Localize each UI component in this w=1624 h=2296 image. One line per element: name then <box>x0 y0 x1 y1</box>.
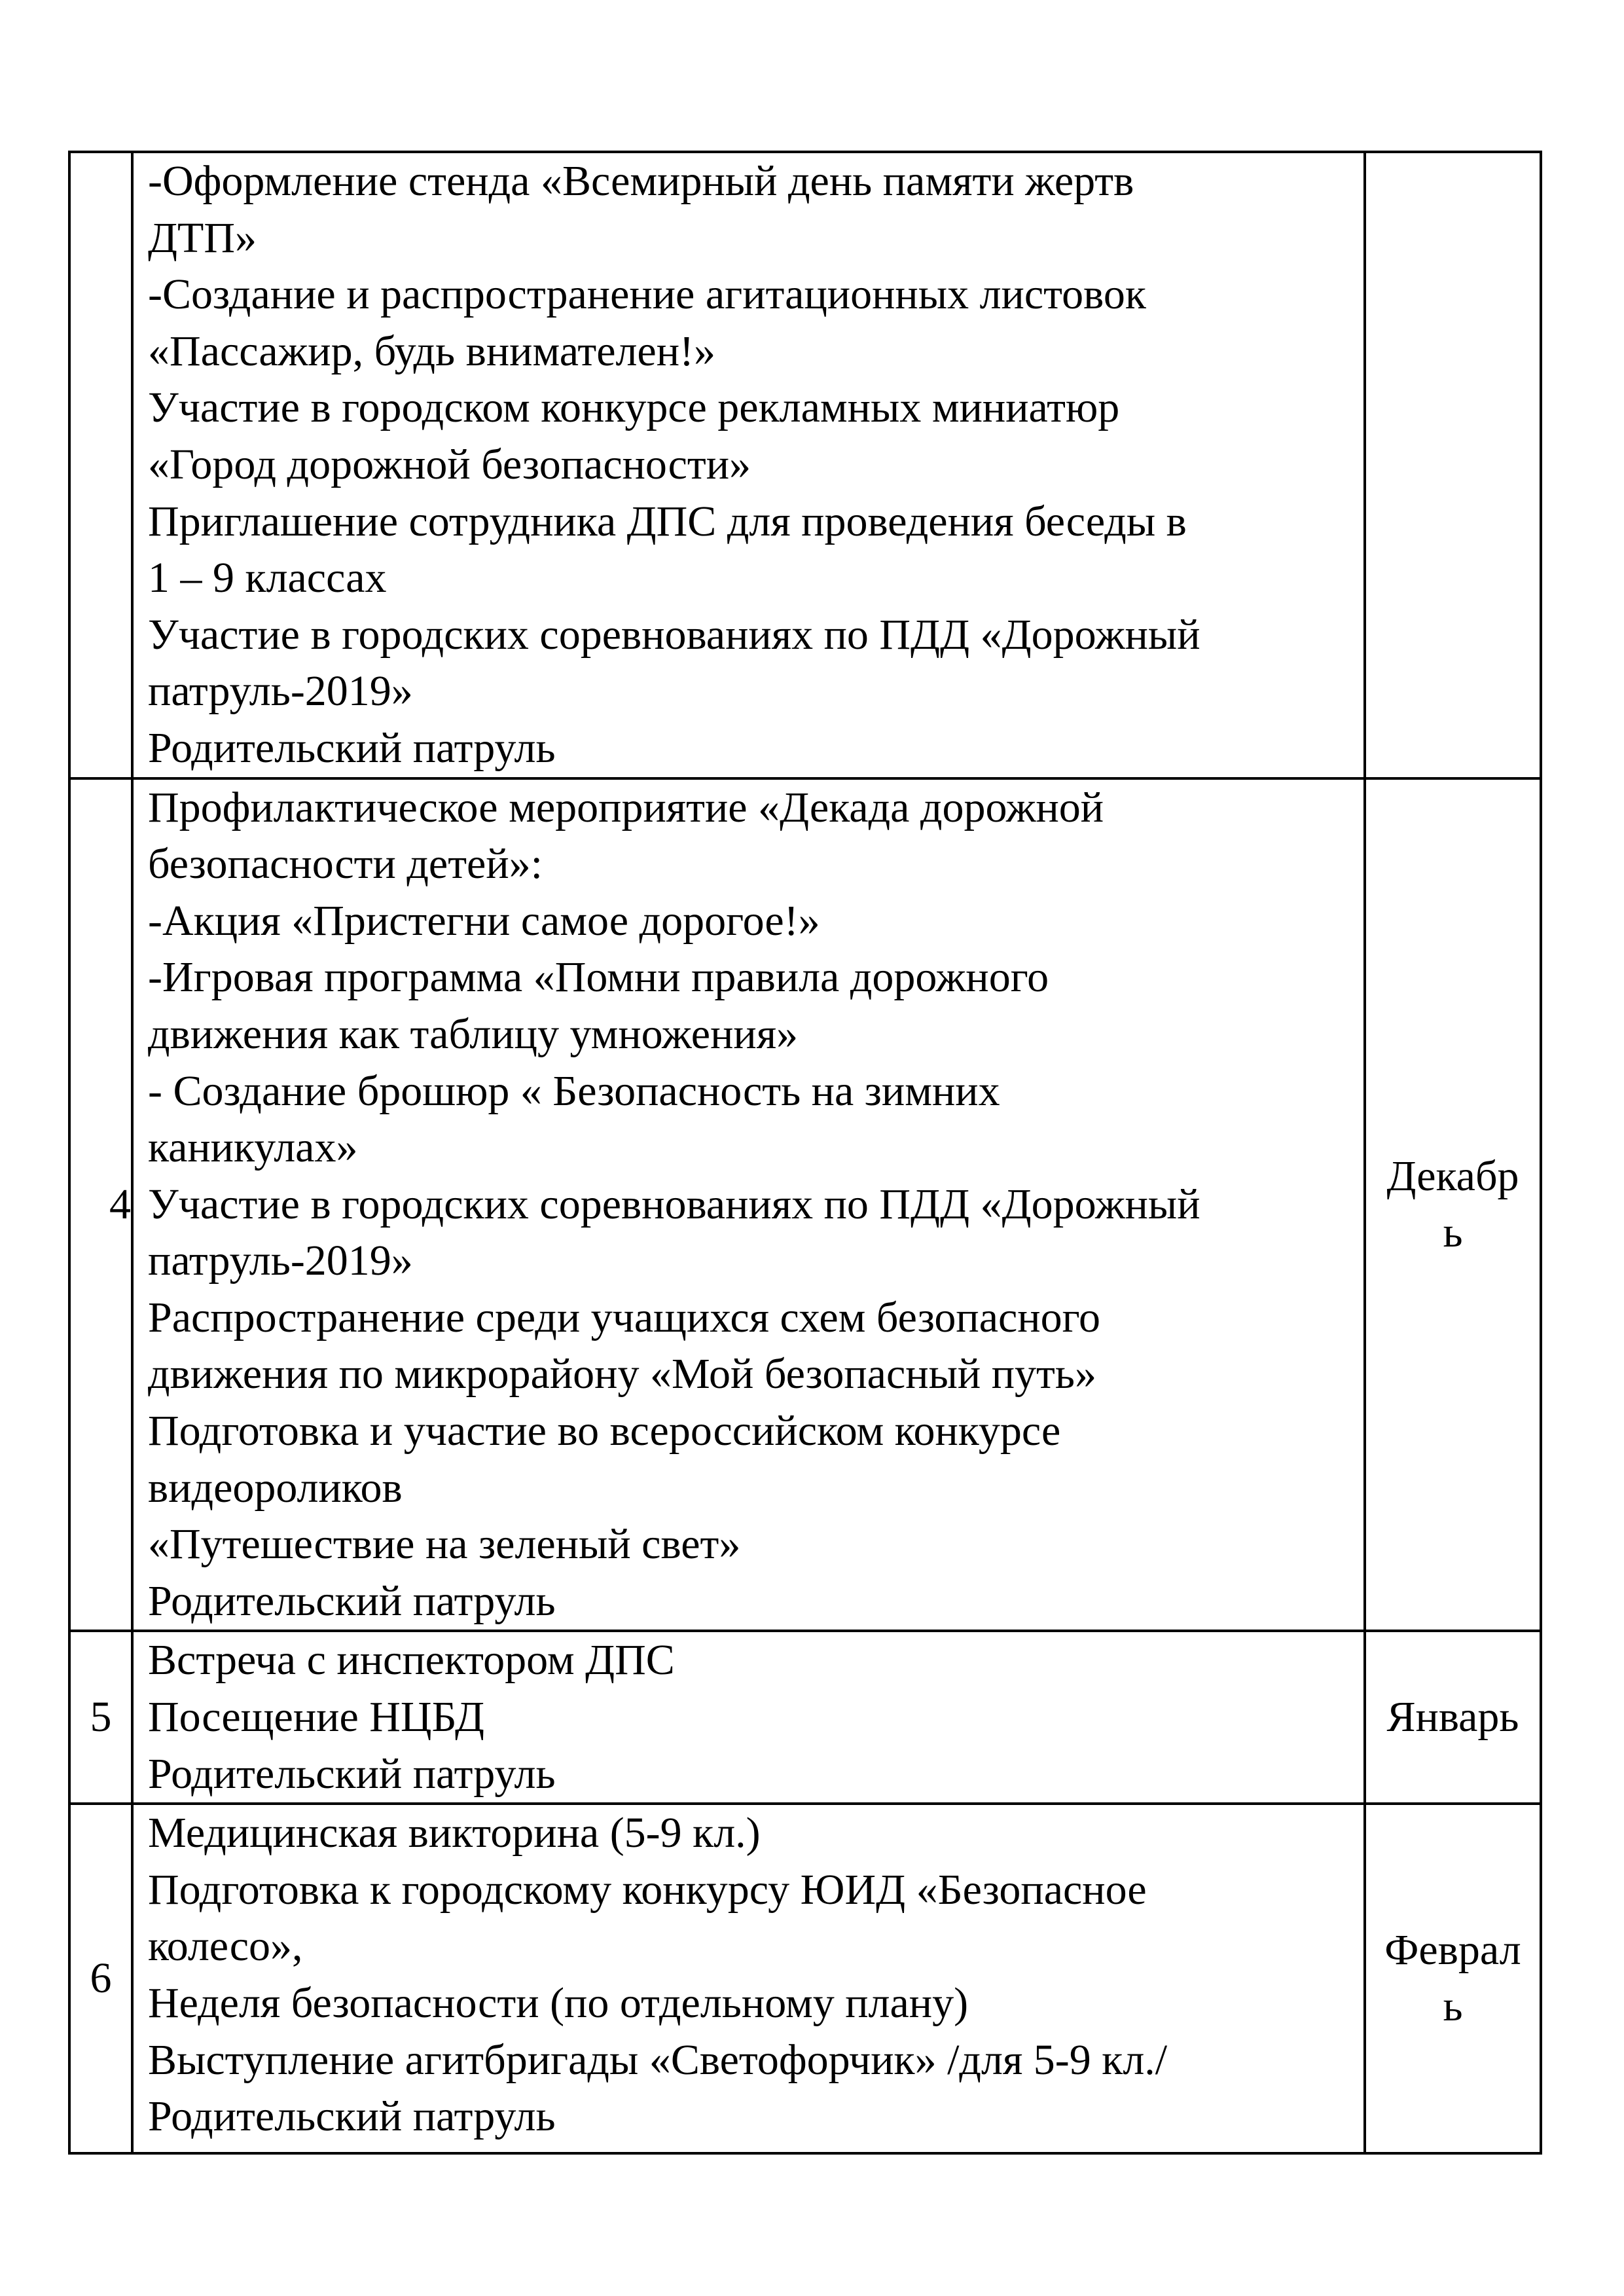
month-text: Январь <box>1386 1693 1519 1741</box>
table-row <box>69 1631 1541 1804</box>
row-number-cell: 4 <box>69 778 132 1631</box>
table-row <box>69 152 1541 778</box>
activity-line: Выступление агитбригады «Светофорчик» /для 5-9 кл./ <box>148 2035 1168 2084</box>
month-text: ь <box>1443 1982 1463 2031</box>
row-number-cell: 6 <box>69 1804 132 2153</box>
table-row <box>69 778 1541 1631</box>
row-month-cell <box>1365 1804 1541 2153</box>
activity-line: каникулах» <box>148 1123 358 1172</box>
activity-line: -Акция «Пристегни самое дорогое!» <box>148 896 820 945</box>
row-month-cell <box>1365 1631 1541 1804</box>
activity-line: «Путешествие на зеленый свет» <box>148 1520 741 1569</box>
activity-line: безопасности детей»: <box>148 840 543 888</box>
activity-line: Встреча с инспектором ДПС <box>148 1636 675 1685</box>
activity-line: движения по микрорайону «Мой безопасный путь» <box>148 1350 1097 1398</box>
activity-line: Родительский патруль <box>148 2092 556 2141</box>
activity-line: - Создание брошюр « Безопасность на зимних <box>148 1066 1000 1115</box>
row-activities-cell <box>132 1631 1365 1804</box>
activities-table <box>68 151 1542 2155</box>
activity-line: движения как таблицу умножения» <box>148 1010 799 1058</box>
row-number-cell: 5 <box>69 1631 132 1804</box>
activity-line: Участие в городских соревнованиях по ПДД «Дорожный <box>148 1180 1200 1228</box>
activity-line: -Игровая программа «Помни правила дорожного <box>148 953 1049 1002</box>
activity-line: Распространение среди учащихся схем безопасного <box>148 1293 1101 1341</box>
activity-line: колесо», <box>148 1922 303 1971</box>
row-activities-cell <box>132 152 1365 778</box>
activity-line: Родительский патруль <box>148 1749 556 1798</box>
activity-line: Неделя безопасности (по отдельному плану) <box>148 1979 969 2027</box>
activity-line: Медицинская викторина (5-9 кл.) <box>148 1809 761 1857</box>
row-number-cell <box>69 152 132 778</box>
activity-line: Подготовка к городскому конкурсу ЮИД «Безопасное <box>148 1865 1147 1914</box>
activity-line: «Город дорожной безопасности» <box>148 440 751 488</box>
table-row <box>69 1804 1541 2153</box>
activity-line: ДТП» <box>148 213 257 262</box>
activity-line: 1 – 9 классах <box>148 554 387 602</box>
activity-line: Профилактическое мероприятие «Декада дорожной <box>148 783 1104 831</box>
month-text: ь <box>1443 1208 1463 1256</box>
activity-line: -Создание и распространение агитационных листовок <box>148 270 1146 319</box>
activity-line: Подготовка и участие во всероссийском конкурсе <box>148 1407 1061 1455</box>
activity-line: видеороликов <box>148 1463 403 1512</box>
row-month-cell <box>1365 778 1541 1631</box>
activity-line: Посещение НЦБД <box>148 1693 484 1741</box>
month-text: Декабр <box>1386 1152 1519 1200</box>
activity-line: «Пассажир, будь внимателен!» <box>148 327 716 375</box>
activity-line: Родительский патруль <box>148 723 556 772</box>
activity-line: Родительский патруль <box>148 1576 556 1625</box>
row-month-cell <box>1365 152 1541 778</box>
month-text: Феврал <box>1384 1926 1521 1975</box>
activity-line: -Оформление стенда «Всемирный день памяти жертв <box>148 157 1134 205</box>
row-activities-cell <box>132 778 1365 1631</box>
row-activities-cell <box>132 1804 1365 2153</box>
activity-line: патруль-2019» <box>148 1237 413 1285</box>
activity-line: патруль-2019» <box>148 667 413 716</box>
activity-line: Участие в городских соревнованиях по ПДД «Дорожный <box>148 610 1200 659</box>
activity-line: Приглашение сотрудника ДПС для проведения беседы в <box>148 497 1187 545</box>
activity-line: Участие в городском конкурсе рекламных миниатюр <box>148 384 1120 432</box>
